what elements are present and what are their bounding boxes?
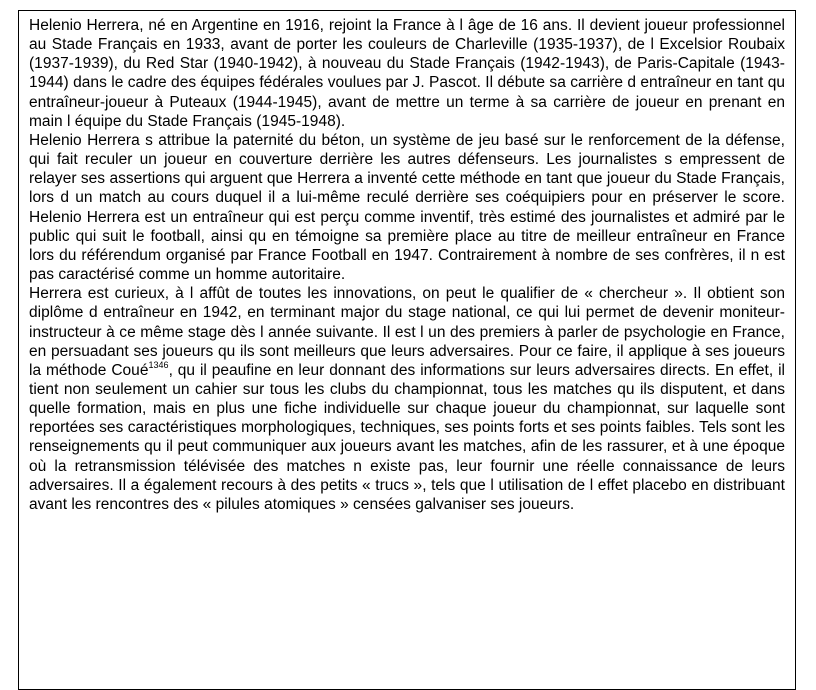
paragraph-1: Helenio Herrera, né en Argentine en 1916, rejoint la France à l âge de 16 ans. Il devient joueur professionnel au Stade Français en 1933, avant de porter les couleurs de Charleville (1935-1937), de l Excelsior Roubaix (1937-1939), du Red Star (1940-1942), à nouveau du Stade Français (1942-1943), de Paris-Capitale (1943-1944) dans le cadre des équipes fédérales voulues par J. Pascot. Il débute sa carrière d entraîneur en tant qu entraîneur-joueur à Puteaux (1944-1945), avant de mettre un terme à sa carrière de joueur en prenant en main l équipe du Stade Français (1945-1948).: [29, 17, 785, 130]
paragraph-3: [29, 284, 785, 514]
footnote-reference: 1346: [148, 359, 169, 370]
document-page: [18, 10, 796, 690]
paragraph-2: Helenio Herrera s attribue la paternité du béton, un système de jeu basé sur le renforcement de la défense, qui fait reculer un joueur en couverture derrière les autres défenseurs. Les journalistes s empressent de relayer ses assertions qui arguent que Herrera a inventé cette méthode en tant que joueur du Stade Français, lors d un match au cours duquel il a lui-même reculé derrière ses coéquipiers pour en préserver le score. Helenio Herrera est un entraîneur qui est perçu comme inventif, très estimé des journalistes et admiré par le public qui suit le football, ainsi qu en témoigne sa première place au titre de meilleur entraîneur en France lors du référendum organisé par France Football en 1947. Contrairement à nombre de ses confrères, il n est pas caractérisé comme un homme autoritaire.: [29, 131, 785, 284]
paragraph-3-text-end: , qu il peaufine en leur donnant des informations sur leurs adversaires directs. En effet, il tient non seulement un cahier sur tous les clubs du championnat, tous les matches qu ils disputent, et dans quelle formation, mais en plus une fiche individuelle sur chaque joueur du championnat, sur laquelle sont reportées ses caractéristiques morphologiques, techniques, ses points forts et ses points faibles. Tels sont les renseignements qu il peut communiquer aux joueurs avant les matches, afin de les rassurer, et à une époque où la retransmission télévisée des matches n existe pas, leur fournir une réelle connaissance de leurs adversaires. Il a également recours à des petits « trucs », tels que l utilisation de l effet placebo en distribuant avant les rencontres des « pilules atomiques » censées galvaniser ses joueurs.: [29, 361, 785, 513]
paragraph-3-text-start: Herrera est curieux, à l affût de toutes les innovations, on peut le qualifier de « chercheur ». Il obtient son diplôme d entraîneur en 1942, en terminant major du stage national, ce qui lui permet de devenir moniteur-instructeur à ce même stage dès l année suivante. Il est l un des premiers à parler de psychologie en France, en persuadant ses joueurs qu ils sont meilleurs que leurs adversaires. Pour ce faire, il applique à ses joueurs la méthode Coué: [29, 285, 785, 379]
